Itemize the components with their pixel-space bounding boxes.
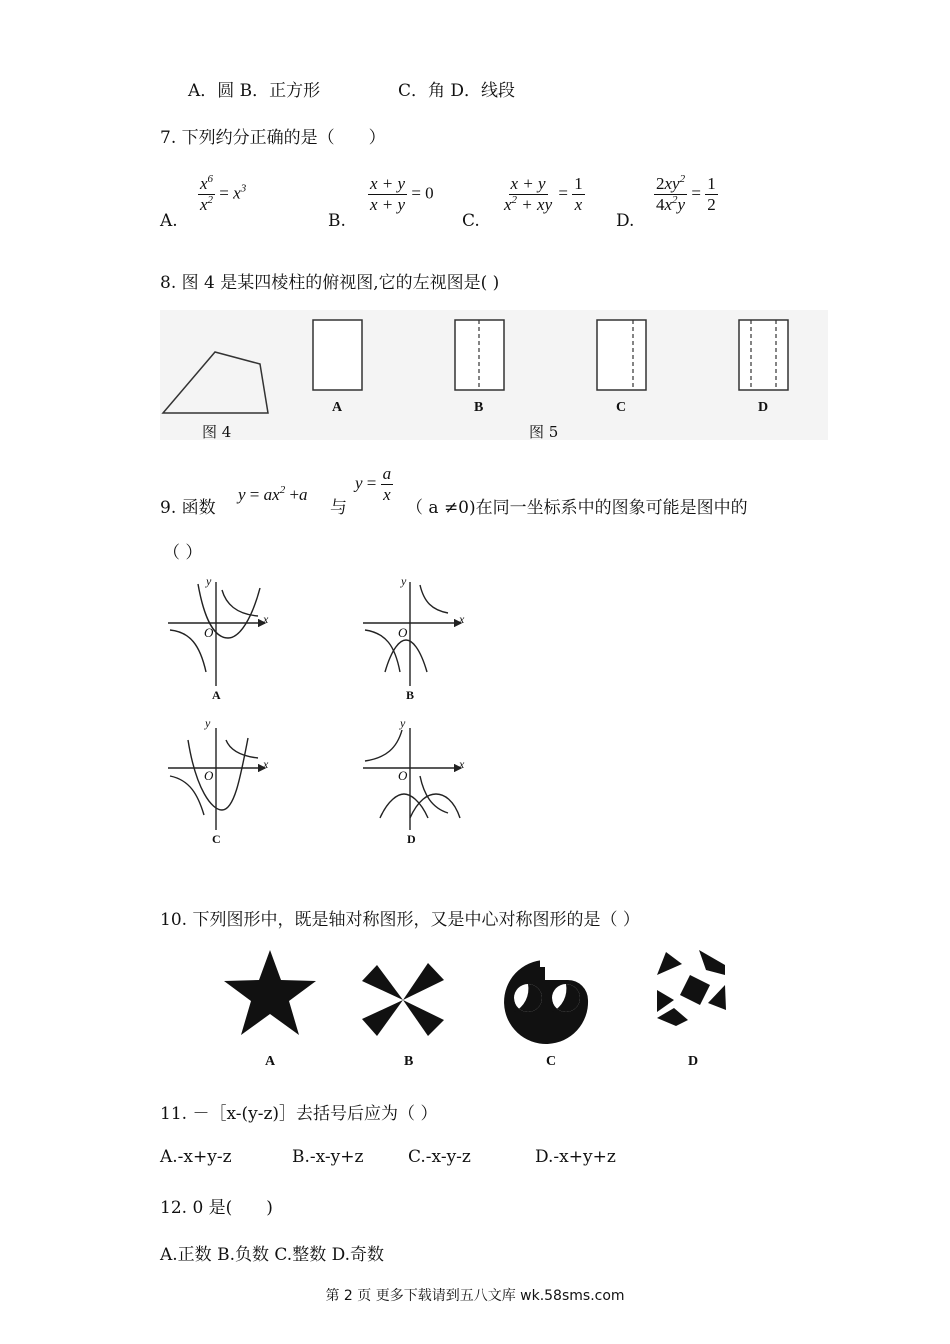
q10-label-d: D — [688, 1054, 699, 1069]
comma-shape — [504, 955, 588, 1044]
graph-a-x-label: x — [263, 612, 269, 626]
graph-a-label: A — [212, 688, 221, 702]
q7-label-d: D. — [616, 211, 635, 231]
q9-formula-inverse: y = $\frac{a}{x}$ — [355, 464, 392, 504]
q10-label-b: B — [404, 1054, 414, 1069]
q6-option-ab: A．圆 B．正方形 — [188, 81, 321, 101]
graph-c-origin: O — [204, 768, 214, 783]
q7-formula-d: $\frac{2xy^2}{4x^2y}$ = $\frac{1}{2}$ — [656, 173, 716, 214]
star-shape — [224, 950, 316, 1035]
tangram-shape — [657, 950, 726, 1026]
graph-c-x-label: x — [263, 757, 269, 771]
q7-label-c: C. — [462, 211, 480, 231]
graph-d-y-label: y — [400, 716, 406, 730]
view-c-label: C — [616, 400, 627, 415]
q12-options: A.正数 B.负数 C.整数 D.奇数 — [160, 1245, 385, 1265]
q11-stem: 11. －［x-(y-z)］去括号后应为（ ） — [160, 1104, 438, 1124]
page-footer: 第 2 页 更多下载请到五八文库 wk.58sms.com — [325, 1288, 625, 1304]
q12-stem: 12. 0 是( ) — [160, 1198, 273, 1218]
q7-label-a: A. — [160, 211, 178, 231]
q11-option-b: B.-x-y+z — [292, 1147, 364, 1167]
q9-formula-quadratic: $y = ax^2 +a$ — [238, 484, 308, 504]
graph-c-label: C — [212, 832, 221, 846]
graph-d-x-label: x — [459, 757, 465, 771]
q9-condition: （ a ≠0)在同一坐标系中的图象可能是图中的 — [406, 498, 748, 518]
q11-option-d: D.-x+y+z — [535, 1147, 616, 1167]
q9-prefix: 9. 函数 — [160, 498, 216, 518]
graph-c-y-label: y — [205, 716, 211, 730]
graph-b-origin: O — [398, 625, 408, 640]
q7-formula-c: $\frac{x + y}{x^2 + xy}$ = $\frac{1}{x}$ — [504, 174, 583, 214]
q10-label-a: A — [265, 1054, 276, 1069]
graph-d-origin: O — [398, 768, 408, 783]
graph-b-x-label: x — [459, 612, 465, 626]
graph-a-y-label: y — [206, 574, 212, 588]
q8-stem: 8. 图 4 是某四棱柱的俯视图,它的左视图是( ) — [160, 273, 500, 293]
fig4-caption: 图 4 — [202, 423, 232, 441]
graph-a-origin: O — [204, 625, 214, 640]
graph-b-y-label: y — [401, 574, 407, 588]
q7-label-b: B. — [328, 211, 346, 231]
q7-formula-a: $\frac{x^6}{x^2}$ = $x^3$ — [200, 173, 247, 214]
graph-b-label: B — [406, 688, 415, 702]
view-d-label: D — [758, 400, 769, 415]
q10-stem: 10. 下列图形中，既是轴对称图形，又是中心对称图形的是（ ） — [160, 910, 640, 930]
q11-option-c: C.-x-y-z — [408, 1147, 471, 1167]
graph-d-label: D — [407, 832, 416, 846]
view-a-label: A — [332, 400, 343, 415]
q10-label-c: C — [546, 1054, 557, 1069]
q7-formula-b: $\frac{x + y}{x + y}$ = 0 — [370, 174, 434, 214]
q11-option-a: A.-x+y-z — [160, 1147, 232, 1167]
pinwheel-shape — [362, 963, 444, 1036]
q9-paren: （ ） — [163, 543, 203, 563]
q9-with: 与 — [330, 498, 347, 518]
q6-option-cd: C．角 D．线段 — [398, 81, 516, 101]
fig5-caption: 图 5 — [529, 423, 559, 441]
q7-stem: 7. 下列约分正确的是（ ） — [160, 128, 386, 148]
view-b-label: B — [474, 400, 484, 415]
